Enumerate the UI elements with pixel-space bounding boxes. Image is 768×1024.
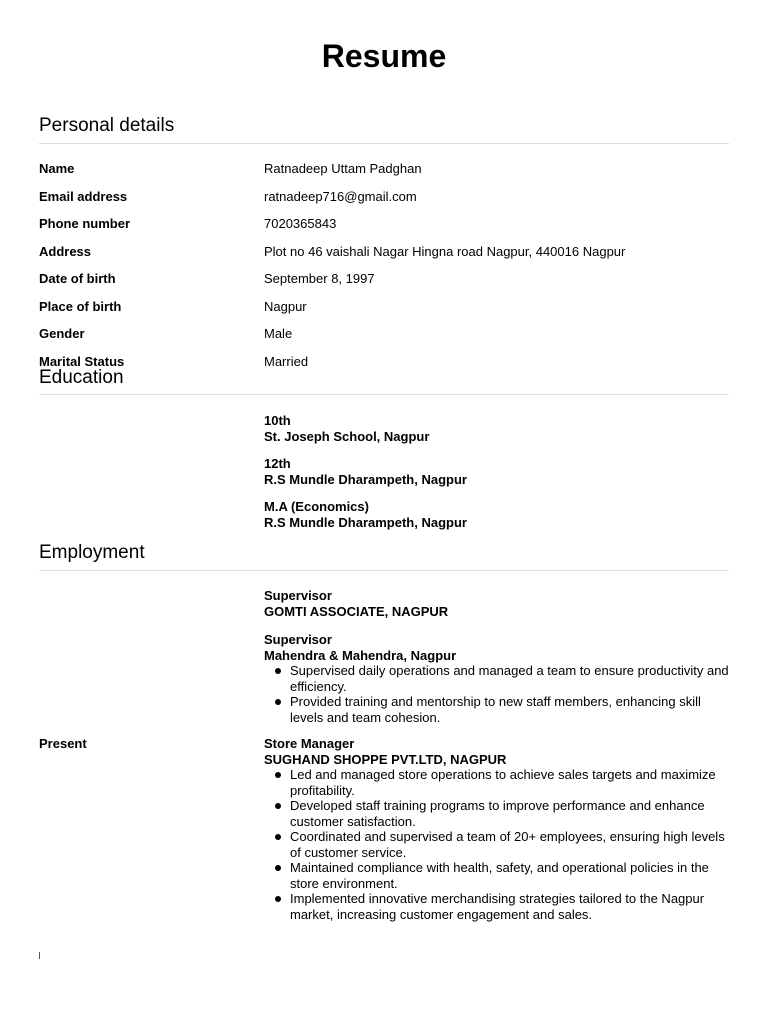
job-duties-list [264,767,729,922]
job-duty-item [264,829,729,860]
dob-value: September 8, 1997 [264,271,375,286]
job-duty-item [264,663,729,694]
phone-value: 7020365843 [264,216,337,231]
job-duty-text: Developed staff training programs to improve performance and enhance customer satisfaction. [290,798,705,829]
gender-value: Male [264,326,293,341]
job-company: GOMTI ASSOCIATE, NAGPUR [264,603,449,619]
job-period: Present [39,736,87,751]
job-role: Store Manager [264,736,355,751]
education-degree: M.A (Economics) [264,499,369,514]
section-divider [39,143,729,144]
section-divider [39,394,729,395]
birthplace-label: Place of birth [39,299,122,314]
name-label: Name [39,161,75,176]
bullet-icon [275,803,281,809]
job-role: Supervisor [264,588,332,603]
marital-status-value: Married [264,354,309,369]
job-duty-item [264,860,729,891]
education-entry [264,456,729,487]
job-duty-item [264,694,729,725]
job-duty-text: Supervised daily operations and managed a team to ensure productivity and efficiency. [290,663,729,694]
section-divider [39,570,729,571]
education-heading: Education [39,367,124,388]
bullet-icon [275,865,281,871]
education-degree: 12th [264,456,291,471]
bullet-icon [275,834,281,840]
birthplace-value: Nagpur [264,299,307,314]
employment-entry [264,632,729,725]
gender-label: Gender [39,326,85,341]
job-role: Supervisor [264,632,332,647]
job-company: SUGHAND SHOPPE PVT.LTD, NAGPUR [264,751,507,767]
page-marker [39,952,40,959]
education-entry [264,413,729,444]
education-entry [264,499,729,530]
education-school: R.S Mundle Dharampeth, Nagpur [264,514,467,530]
job-duties-list [264,663,729,725]
page-title: Resume [321,38,447,74]
education-school: St. Joseph School, Nagpur [264,428,430,444]
job-duty-text: Coordinated and supervised a team of 20+ employees, ensuring high levels of customer service. [290,829,725,860]
address-value: Plot no 46 vaishali Nagar Hingna road Nagpur, 440016 Nagpur [264,244,626,259]
job-duty-item [264,891,729,922]
bullet-icon [275,772,281,778]
job-duty-text: Maintained compliance with health, safety, and operational policies in the store environment. [290,860,709,891]
address-label: Address [39,244,92,259]
email-label: Email address [39,189,128,204]
job-duty-text: Provided training and mentorship to new staff members, enhancing skill levels and team cohesion. [290,694,701,725]
bullet-icon [275,896,281,902]
job-duty-item [264,767,729,798]
job-duty-item [264,798,729,829]
phone-label: Phone number [39,216,131,231]
bullet-icon [275,668,281,674]
job-duty-text: Led and managed store operations to achieve sales targets and maximize profitability. [290,767,716,798]
marital-status-label: Marital Status [39,354,125,369]
employment-entry [264,588,729,619]
email-value: ratnadeep716@gmail.com [264,189,417,204]
job-duty-text: Implemented innovative merchandising strategies tailored to the Nagpur market, increasing customer engagement and sales. [290,891,705,922]
employment-entry [264,736,729,922]
job-company: Mahendra & Mahendra, Nagpur [264,647,457,663]
education-degree: 10th [264,413,291,428]
bullet-icon [275,699,281,705]
employment-heading: Employment [39,542,145,563]
name-value: Ratnadeep Uttam Padghan [264,161,422,176]
dob-label: Date of birth [39,271,116,286]
personal-details-heading: Personal details [39,115,175,136]
education-school: R.S Mundle Dharampeth, Nagpur [264,471,467,487]
